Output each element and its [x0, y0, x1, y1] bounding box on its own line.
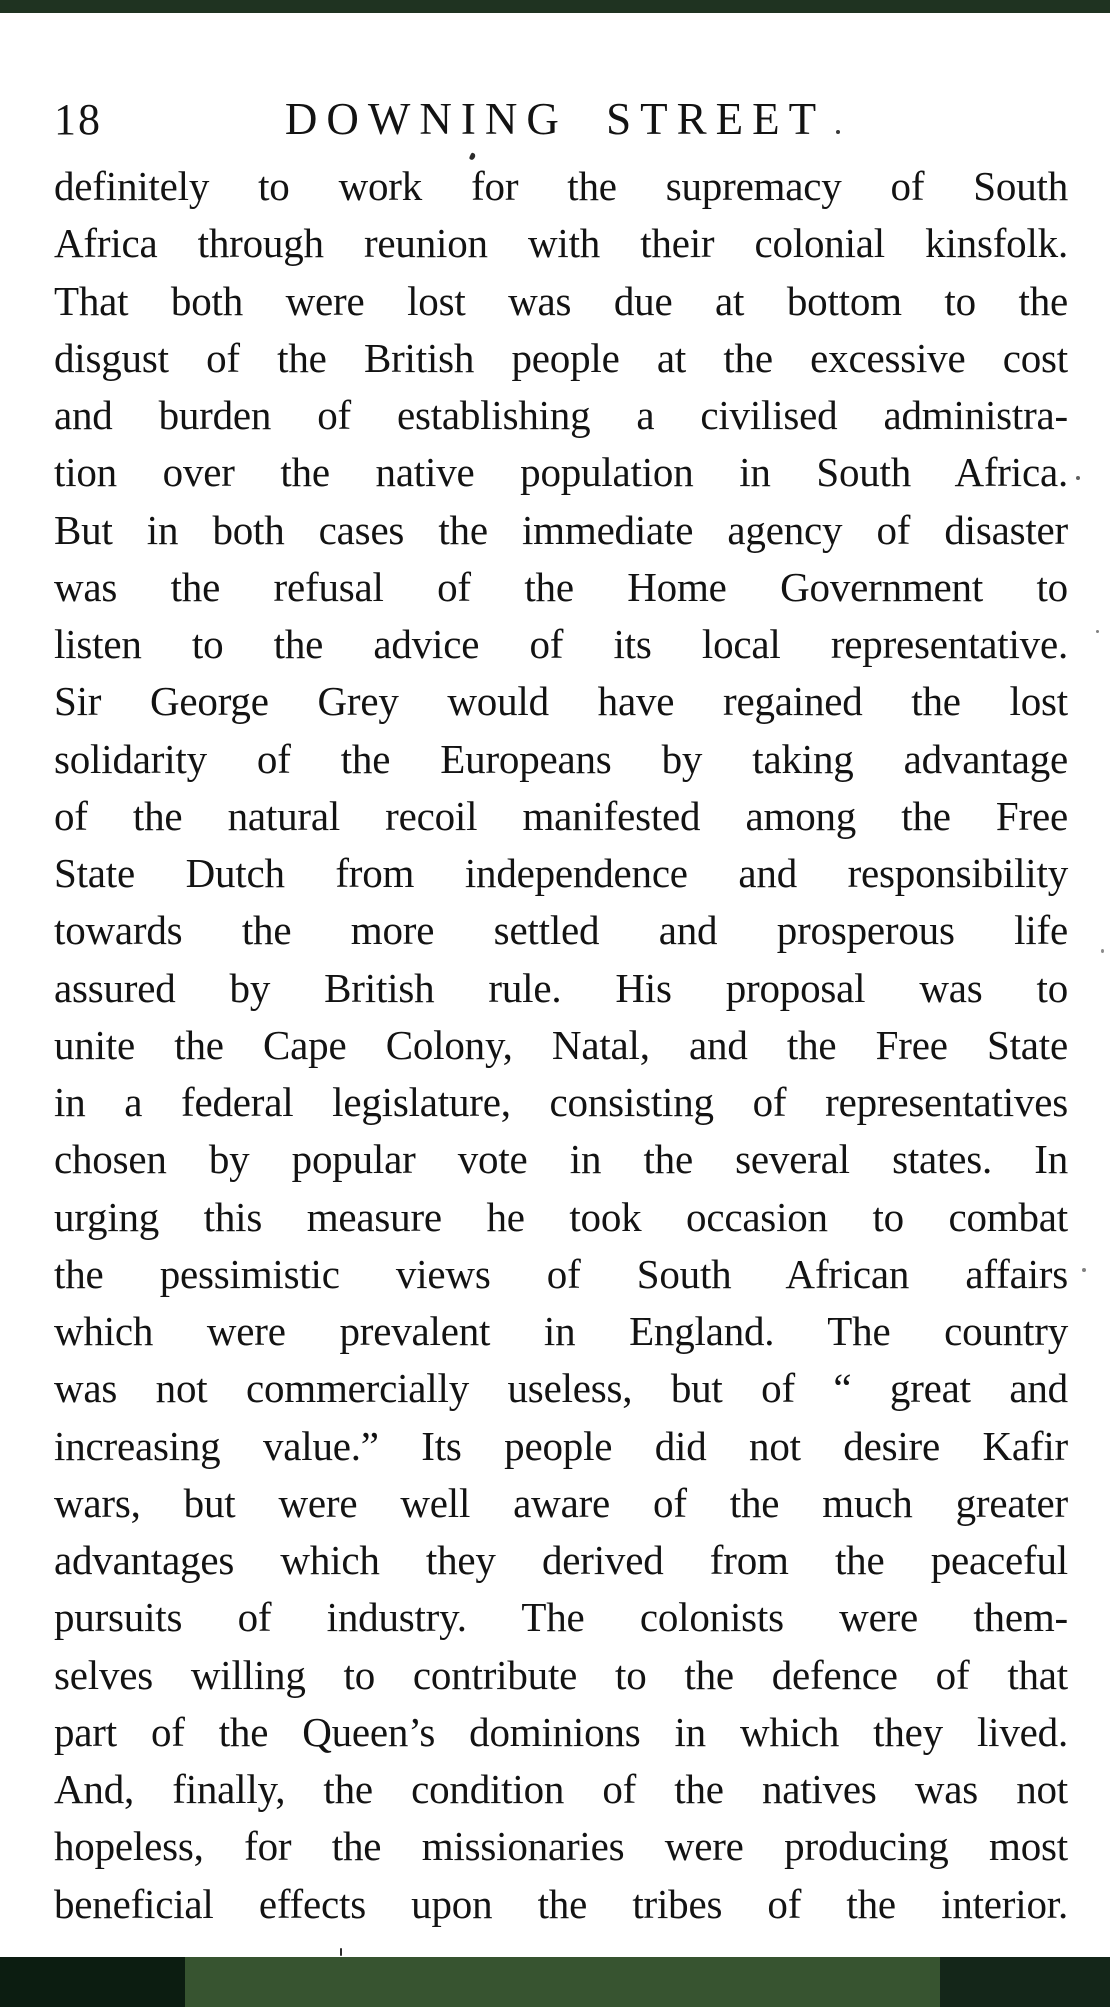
- text-line: solidarity of the Europeans by taking advantage: [54, 735, 1068, 782]
- text-line: increasing value.” Its people did not desire Kafir: [54, 1422, 1068, 1469]
- text-line: definitely to work for the supremacy of South: [54, 163, 1068, 209]
- text-line: in a federal legislature, consisting of representatives: [54, 1079, 1068, 1125]
- text-line: listen to the advice of its local representative.: [54, 621, 1068, 667]
- scan-speckle: [1101, 949, 1104, 953]
- page-body: [54, 158, 1068, 1933]
- text-line: unite the Cape Colony, Natal, and the Free State: [54, 1021, 1068, 1068]
- scan-speckle: [1096, 630, 1099, 633]
- text-line: selves willing to contribute to the defence of that: [54, 1651, 1068, 1698]
- scan-speckle: [1076, 476, 1080, 480]
- running-title: DOWNING STREET: [284, 94, 826, 144]
- scan-edge-segment: [185, 1957, 940, 2007]
- text-line: disgust of the British people at the excessive cost: [54, 334, 1068, 381]
- text-line: towards the more settled and prosperous life: [54, 907, 1068, 954]
- text-line: That both were lost was due at bottom to the: [54, 277, 1068, 324]
- text-line: tion over the native population in South Africa.: [54, 449, 1068, 496]
- scan-speckle: [1082, 1268, 1086, 1272]
- text-line: And, finally, the condition of the natives was not: [54, 1766, 1068, 1812]
- scan-edge-segment: [0, 1957, 185, 2007]
- text-line: advantages which they derived from the peaceful: [54, 1537, 1068, 1583]
- scan-edge-top-bar: [0, 0, 1110, 13]
- scan-speckle: [836, 130, 840, 134]
- text-line: and burden of establishing a civilised administra-: [54, 392, 1068, 438]
- scan-edge-segment: [940, 1957, 1110, 2007]
- text-line: hopeless, for the missionaries were producing most: [54, 1823, 1068, 1870]
- text-line: urging this measure he took occasion to combat: [54, 1193, 1068, 1240]
- text-line: the pessimistic views of South African affairs: [54, 1250, 1068, 1297]
- text-line: was the refusal of the Home Government to: [54, 563, 1068, 610]
- text-line: was not commercially useless, but of “ great and: [54, 1365, 1068, 1412]
- text-line: chosen by popular vote in the several states. In: [54, 1136, 1068, 1183]
- text-line: Africa through reunion with their colonial kinsfolk.: [54, 220, 1068, 267]
- page-number: 18: [54, 95, 102, 144]
- text-line: pursuits of industry. The colonists were them-: [54, 1594, 1068, 1641]
- scan-edge-bottom-bar: [0, 1957, 1110, 2007]
- scan-speckle: [340, 1948, 342, 1956]
- text-line: part of the Queen’s dominions in which they lived.: [54, 1708, 1068, 1755]
- text-line: Sir George Grey would have regained the lost: [54, 678, 1068, 725]
- text-line: assured by British rule. His proposal was to: [54, 964, 1068, 1011]
- text-line: of the natural recoil manifested among the Free: [54, 792, 1068, 839]
- text-line: But in both cases the immediate agency of disaster: [54, 506, 1068, 553]
- text-line: beneficial effects upon the tribes of the interior.: [54, 1880, 1068, 1927]
- text-line: wars, but were well aware of the much greater: [54, 1479, 1068, 1526]
- text-line: which were prevalent in England. The country: [54, 1308, 1068, 1354]
- text-line: State Dutch from independence and responsibility: [54, 850, 1068, 896]
